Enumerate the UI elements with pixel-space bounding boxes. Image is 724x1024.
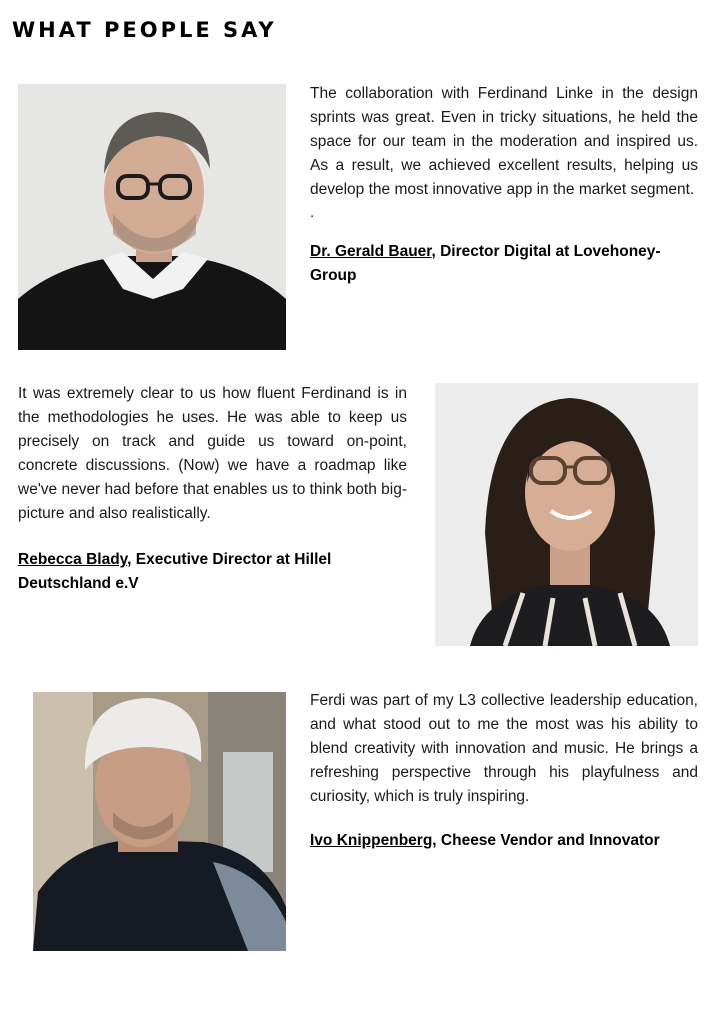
testimonial-attribution (310, 240, 698, 288)
woman-with-glasses-portrait-icon (435, 383, 698, 646)
testimonial-rebecca-blady (18, 382, 407, 596)
author-role: , Executive Director at Hillel Deutschland e.V (18, 551, 332, 592)
testimonial-gerald-bauer (310, 82, 698, 288)
testimonial-attribution (310, 829, 698, 853)
man-with-hairnet-portrait-icon (33, 692, 286, 951)
testimonial-quote: The collaboration with Ferdinand Linke in the design sprints was great. Even in tricky situations, he held the space for our team in the moderation and inspired us. As a result, we achieved excellent results, helping us develop the most innovative app in the market segment. (310, 85, 698, 198)
testimonial-photo-ivo-knippenberg (33, 692, 286, 951)
testimonial-photo-rebecca-blady (435, 383, 698, 646)
author-name: Ivo Knippenberg (310, 832, 433, 849)
trailing-dot: . (310, 204, 315, 221)
page-title: WHAT PEOPLE SAY (12, 18, 277, 42)
author-role: , Cheese Vendor and Innovator (432, 832, 660, 849)
testimonial-ivo-knippenberg (310, 689, 698, 853)
testimonial-photo-gerald-bauer (18, 84, 286, 350)
author-name: Rebecca Blady (18, 551, 128, 568)
man-with-glasses-portrait-icon (18, 84, 286, 350)
testimonial-quote: Ferdi was part of my L3 collective leadership education, and what stood out to me the most was his ability to blend creativity with innovation and music. He brings a refreshing perspective through his playfulness and curiosity, which is truly inspiring. (310, 692, 698, 805)
testimonial-quote: It was extremely clear to us how fluent Ferdinand is in the methodologies he uses. He was able to keep us precisely on track and guide us toward on-point, concrete discussions. (Now) we have a roadmap like we've never had before that enables us to think both big-picture and also realistically. (18, 385, 407, 522)
author-role: , Director Digital at Lovehoney-Group (310, 243, 661, 284)
testimonial-attribution (18, 548, 407, 596)
author-name: Dr. Gerald Bauer (310, 243, 432, 260)
